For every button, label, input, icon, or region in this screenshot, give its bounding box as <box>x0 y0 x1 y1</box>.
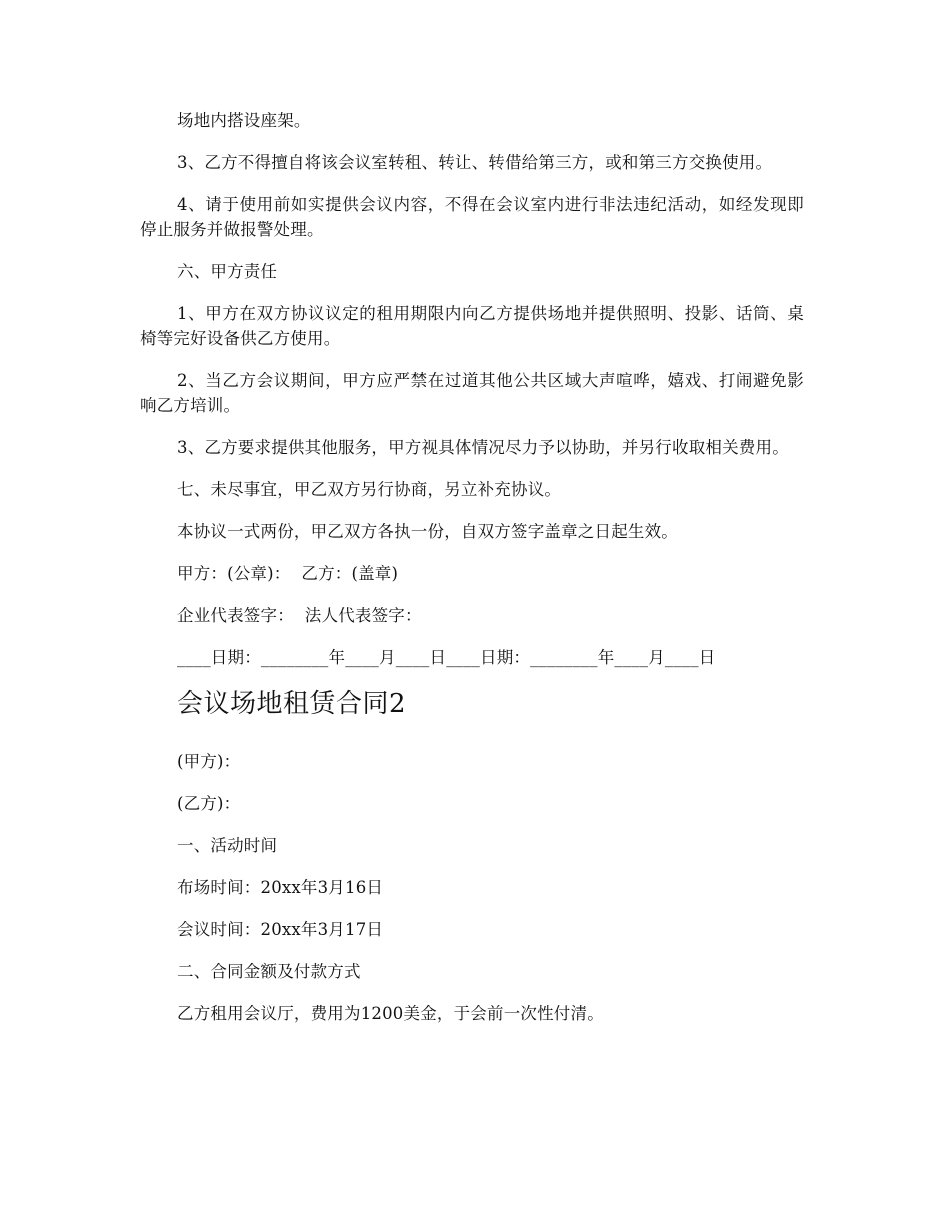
paragraph-other-services: 3、乙方要求提供其他服务，甲方视具体情况尽力予以协助，并另行收取相关费用。 <box>177 438 789 457</box>
contract2-setup-time: 布场时间：20xx年3月16日 <box>177 878 384 897</box>
paragraph-meeting-content: 4、请于使用前如实提供会议内容，不得在会议室内进行非法违纪活动，如经发现即停止服务并做报警处理。 <box>140 195 804 239</box>
document-content <box>140 108 804 1043</box>
signature-parties: 甲方：(公章)： 乙方：(盖章) <box>177 564 399 583</box>
contract2-party-b: (乙方)： <box>177 794 241 813</box>
contract2-title: 会议场地租赁合同2 <box>177 689 407 719</box>
signature-dates: ____日期：________年____月____日____日期：________年____月____日 <box>177 648 716 667</box>
contract2-meeting-time: 会议时间：20xx年3月17日 <box>177 920 384 939</box>
paragraph-provide-venue: 1、甲方在双方协议议定的租用期限内向乙方提供场地并提供照明、投影、话筒、桌椅等完好设备供乙方使用。 <box>140 304 804 348</box>
paragraph-effective: 本协议一式两份，甲乙双方各执一份，自双方签字盖章之日起生效。 <box>177 522 678 541</box>
paragraph-seating: 场地内搭设座架。 <box>177 111 311 130</box>
contract2-section-payment: 二、合同金额及付款方式 <box>177 962 361 981</box>
paragraph-other-matters: 七、未尽事宜，甲乙双方另行协商，另立补充协议。 <box>177 480 562 499</box>
signature-representatives: 企业代表签字： 法人代表签字： <box>177 606 422 625</box>
section-heading-party-a-duties: 六、甲方责任 <box>177 262 278 281</box>
contract2-payment: 乙方租用会议厅，费用为1200美金，于会前一次性付清。 <box>177 1004 604 1023</box>
contract2-party-a: (甲方)： <box>177 752 241 771</box>
paragraph-no-sublease: 3、乙方不得擅自将该会议室转租、转让、转借给第三方，或和第三方交换使用。 <box>177 153 773 172</box>
contract2-section-activity-time: 一、活动时间 <box>177 836 278 855</box>
paragraph-no-noise: 2、当乙方会议期间，甲方应严禁在过道其他公共区域大声喧哗，嬉戏、打闹避免影响乙方培训。 <box>140 371 804 415</box>
